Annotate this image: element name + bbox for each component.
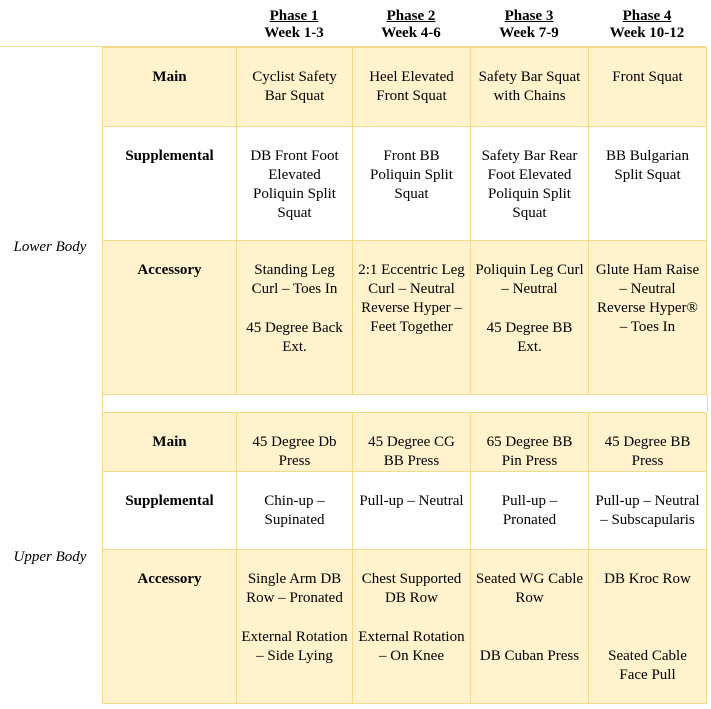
exercise-cell: DB Front Foot Elevated Poliquin Split Squat <box>237 127 353 241</box>
phase-title: Phase 4 <box>622 8 672 24</box>
row-label-supplemental: Supplemental <box>103 127 237 241</box>
exercise-cell: Front BB Poliquin Split Squat <box>353 127 471 241</box>
table-row <box>103 127 707 241</box>
exercise-cell: Heel Elevated Front Squat <box>353 48 471 127</box>
phase-header-1 <box>236 8 352 42</box>
exercise-cell: 65 Degree BB Pin Press <box>471 413 589 472</box>
exercise-secondary: DB Cuban Press <box>479 648 580 664</box>
exercise-cell: 45 Degree BB Press <box>589 413 707 472</box>
table-row <box>103 550 707 704</box>
exercise-primary: Seated WG Cable Row <box>475 571 584 606</box>
exercise-cell: Cyclist Safety Bar Squat <box>237 48 353 127</box>
phase-header-3 <box>470 8 588 42</box>
exercise-cell <box>353 550 471 704</box>
row-label-main: Main <box>103 48 237 127</box>
exercise-cell <box>471 550 589 704</box>
exercise-cell: Safety Bar Squat with Chains <box>471 48 589 127</box>
phase-header-2 <box>352 8 470 42</box>
exercise-primary: Glute Ham Raise – Neutral <box>595 262 700 297</box>
exercise-cell: Pull-up – Neutral – Subscapularis <box>589 472 707 550</box>
exercise-cell: BB Bulgarian Split Squat <box>589 127 707 241</box>
exercise-cell <box>471 241 589 395</box>
exercise-cell <box>237 550 353 704</box>
phase-weeks: Week 1-3 <box>264 25 324 41</box>
exercise-secondary: 45 Degree BB Ext. <box>486 320 573 355</box>
section-separator <box>102 394 708 412</box>
phase-title: Phase 3 <box>504 8 554 24</box>
upper-body-table <box>102 412 707 704</box>
exercise-primary: 2:1 Eccentric Leg Curl – Neutral <box>358 262 465 297</box>
exercise-cell: 45 Degree CG BB Press <box>353 413 471 472</box>
exercise-primary: Chest Supported DB Row <box>361 571 462 606</box>
exercise-secondary: Reverse Hyper – Feet Together <box>361 300 462 335</box>
table-row <box>103 241 707 395</box>
exercise-secondary: Reverse Hyper® – Toes In <box>597 300 698 335</box>
phase-title: Phase 1 <box>269 8 319 24</box>
exercise-primary: Standing Leg Curl – Toes In <box>251 262 338 297</box>
row-label-accessory: Accessory <box>103 241 237 395</box>
lower-body-table <box>102 47 707 395</box>
row-label-supplemental: Supplemental <box>103 472 237 550</box>
section-label-lower-body: Lower Body <box>13 239 87 255</box>
section-label-upper-body: Upper Body <box>13 549 87 565</box>
exercise-cell: Pull-up – Neutral <box>353 472 471 550</box>
phase-weeks: Week 10-12 <box>609 25 685 41</box>
phase-header-4 <box>588 8 706 42</box>
exercise-cell: Chin-up – Supinated <box>237 472 353 550</box>
exercise-primary: DB Kroc Row <box>604 571 691 587</box>
exercise-cell <box>237 241 353 395</box>
exercise-secondary: Seated Cable Face Pull <box>608 648 687 683</box>
phase-title: Phase 2 <box>386 8 436 24</box>
row-label-main: Main <box>103 413 237 472</box>
exercise-cell <box>353 241 471 395</box>
row-label-accessory: Accessory <box>103 550 237 704</box>
exercise-secondary: External Rotation – On Knee <box>358 629 465 664</box>
phase-weeks: Week 4-6 <box>381 25 441 41</box>
exercise-cell <box>589 241 707 395</box>
table-row <box>103 48 707 127</box>
exercise-cell: 45 Degree Db Press <box>237 413 353 472</box>
exercise-secondary: 45 Degree Back Ext. <box>246 320 343 355</box>
table-row <box>103 472 707 550</box>
exercise-primary: Single Arm DB Row – Pronated <box>246 571 343 606</box>
exercise-cell: Front Squat <box>589 48 707 127</box>
exercise-secondary: External Rotation – Side Lying <box>241 629 348 664</box>
table-row <box>103 413 707 472</box>
exercise-cell: Safety Bar Rear Foot Elevated Poliquin Split Squat <box>471 127 589 241</box>
phase-weeks: Week 7-9 <box>499 25 559 41</box>
exercise-primary: Poliquin Leg Curl – Neutral <box>475 262 584 297</box>
exercise-cell <box>589 550 707 704</box>
exercise-cell: Pull-up – Pronated <box>471 472 589 550</box>
